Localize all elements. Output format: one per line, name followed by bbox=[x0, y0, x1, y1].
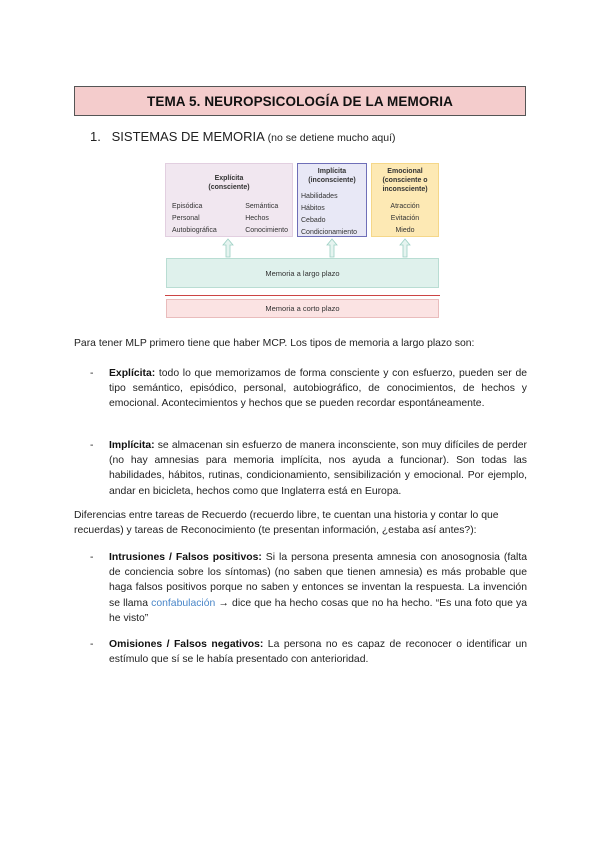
confabulation-link[interactable]: confabulación bbox=[151, 597, 216, 609]
explicit-item: Autobiográfica bbox=[172, 227, 217, 234]
emotional-item: Evitación bbox=[390, 215, 420, 222]
emotional-item: Miedo bbox=[395, 227, 415, 234]
bullet-dash: - bbox=[90, 368, 94, 379]
implicit-title bbox=[298, 167, 366, 185]
bullet-dash: - bbox=[90, 440, 94, 451]
intro-paragraph: Para tener MLP primero tiene que haber MCP. Los tipos de memoria a largo plazo son: bbox=[74, 338, 475, 349]
emotional-title-line3: inconsciente) bbox=[382, 186, 428, 193]
section-number: 1. bbox=[90, 129, 101, 144]
bullet-label: Explícita: bbox=[109, 368, 156, 379]
bullet-text: se almacenan sin esfuerzo de manera inconsciente, son muy difíciles de perder (no hay amnesias para memoria implícita, nos ayuda a funcionar). Son todas las habilidades, hábitos, rutinas, condicionamiento, sensibilización y emocional. Por ejemplo, andar en bicicleta, hechos como que Inglaterra está en Europa. bbox=[109, 440, 527, 497]
implicit-item: Cebado bbox=[301, 217, 326, 224]
implicit-title-line2: (inconsciente) bbox=[308, 177, 356, 184]
explicit-item: Episódica bbox=[172, 203, 203, 210]
short-term-label: Memoria a corto plazo bbox=[265, 304, 340, 313]
section-title: SISTEMAS DE MEMORIA bbox=[111, 129, 265, 144]
section-note: (no se detiene mucho aquí) bbox=[267, 132, 396, 144]
memory-systems-diagram bbox=[165, 160, 440, 320]
divider-line bbox=[165, 295, 440, 296]
list-item-explicit bbox=[90, 366, 527, 412]
bullet-dash: - bbox=[90, 552, 94, 563]
emotional-memory-box bbox=[371, 163, 439, 237]
up-arrow-icon bbox=[222, 238, 234, 258]
emotional-title-line1: Emocional bbox=[387, 168, 423, 175]
bullet-text: La persona no es capaz de reconocer o identificar un estímulo que sí se le había presentado con anterioridad. bbox=[109, 639, 527, 666]
explicit-memory-box bbox=[165, 163, 293, 237]
explicit-item: Conocimiento bbox=[245, 227, 288, 234]
bullet-text-after: → dice que ha hecho cosas que no ha hecho. “Es una foto que ya he visto” bbox=[109, 597, 527, 624]
explicit-col2 bbox=[245, 201, 288, 237]
implicit-memory-box bbox=[297, 163, 367, 237]
bullet-label: Intrusiones / Falsos positivos: bbox=[109, 552, 262, 563]
explicit-title bbox=[166, 174, 292, 192]
long-term-label: Memoria a largo plazo bbox=[265, 268, 340, 278]
short-term-memory-box bbox=[166, 299, 439, 318]
bullet-text: Si la persona presenta amnesia con anosognosia (falta de conciencia sobre los síntomas) (no saben que tienen amnesia) es más probable que haga falsos positivos porque no saben y entonces se inventan la respuesta. La invención se llama bbox=[109, 552, 527, 609]
bullet-text: todo lo que memorizamos de forma consciente y con esfuerzo, pueden ser de tipo semántico, episódico, personal, autobiográfico, de conocimientos, de hechos y emocional. Acontecimientos y hechos que se pueden recordar espontáneamente. bbox=[109, 368, 527, 410]
explicit-col1 bbox=[172, 201, 217, 237]
implicit-item: Condicionamiento bbox=[301, 229, 358, 236]
page-title-box bbox=[74, 86, 526, 116]
explicit-title-line1: Explícita bbox=[214, 175, 244, 182]
explicit-item: Semántica bbox=[245, 203, 279, 210]
section-heading bbox=[90, 129, 396, 144]
implicit-item: Hábitos bbox=[301, 205, 325, 212]
long-term-memory-box bbox=[166, 258, 439, 288]
implicit-title-line1: Implícita bbox=[317, 168, 347, 175]
emotional-item: Atracción bbox=[390, 203, 420, 210]
list-item-implicit bbox=[90, 438, 527, 499]
list-item-false-positives bbox=[90, 550, 527, 626]
list-item-false-negatives bbox=[90, 637, 527, 667]
up-arrow-icon bbox=[326, 238, 338, 258]
bullet-label: Omisiones / Falsos negativos: bbox=[109, 639, 264, 650]
emotional-title-line2: (consciente o bbox=[382, 177, 428, 184]
up-arrow-icon bbox=[399, 238, 411, 258]
explicit-title-line2: (consciente) bbox=[208, 184, 250, 191]
differences-paragraph: Diferencias entre tareas de Recuerdo (recuerdo libre, te cuentan una historia y contar lo que recuerdas) y tareas de Reconocimiento (te presentan información, ¿estaba así antes?): bbox=[74, 510, 499, 536]
emotional-title bbox=[372, 167, 438, 194]
bullet-dash: - bbox=[90, 639, 94, 650]
explicit-item: Hechos bbox=[245, 215, 269, 222]
page-title: TEMA 5. NEUROPSICOLOGÍA DE LA MEMORIA bbox=[147, 93, 453, 109]
implicit-item: Habilidades bbox=[301, 193, 338, 200]
bullet-label: Implícita: bbox=[109, 440, 155, 451]
explicit-item: Personal bbox=[172, 215, 200, 222]
